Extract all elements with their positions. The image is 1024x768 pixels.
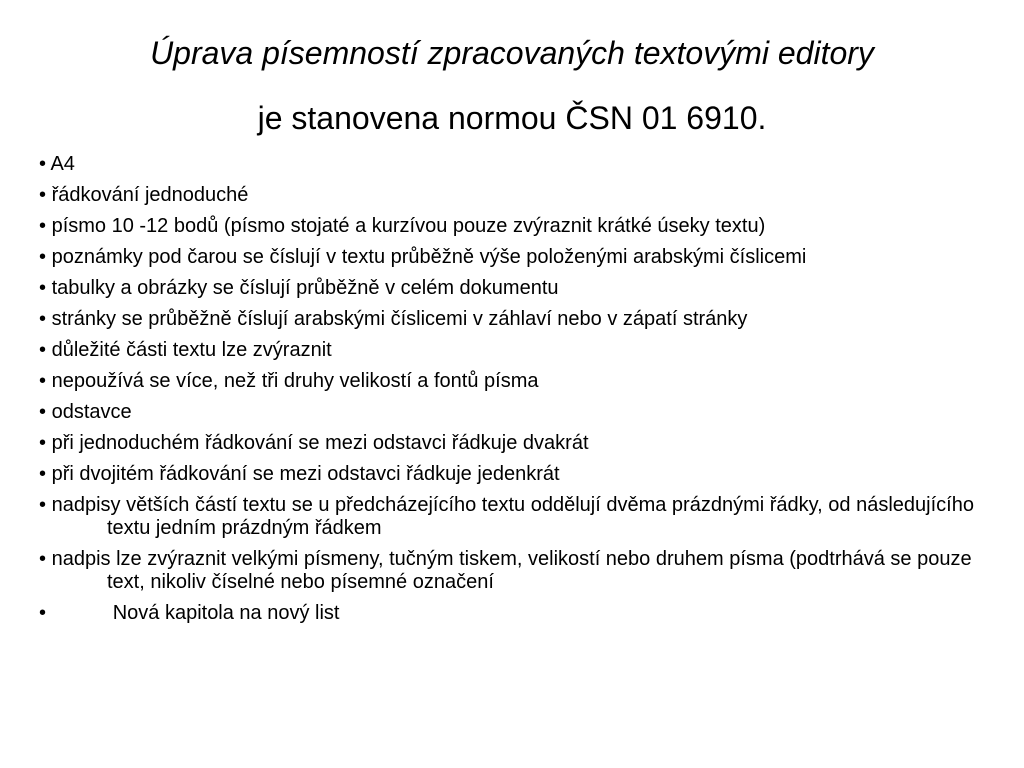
bullet-marker: • — [39, 548, 47, 570]
bullet-marker: • — [39, 246, 47, 268]
bullet-item — [39, 494, 999, 540]
bullet-marker: • — [39, 277, 47, 299]
bullet-text: nadpisy větších částí textu se u předcházejícího textu oddělují dvěma prázdnými řádky, od následujícího textu jedním prázdným řádkem — [46, 494, 974, 539]
bullet-text: při jednoduchém řádkování se mezi odstavci řádkuje dvakrát — [46, 432, 589, 454]
bullet-item — [39, 277, 999, 300]
bullet-text: A4 — [46, 153, 75, 175]
bullet-marker: • — [39, 432, 47, 454]
bullet-item — [39, 153, 999, 176]
slide-title-line-1: Úprava písemností zpracovaných textovými editory — [150, 35, 874, 71]
bullet-text: nadpis lze zvýraznit velkými písmeny, tučným tiskem, velikostí nebo druhem písma (podtrhává se pouze text, nikoliv číselné nebo písemné označení — [46, 548, 972, 593]
bullet-text: při dvojitém řádkování se mezi odstavci řádkuje jedenkrát — [46, 463, 560, 485]
slide-title-line-2: je stanovena normou ČSN 01 6910. — [257, 100, 767, 136]
bullet-text: nepoužívá se více, než tři druhy velikostí a fontů písma — [46, 370, 539, 392]
bullet-marker: • — [39, 308, 47, 330]
bullet-marker: • — [39, 463, 47, 485]
bullet-text: poznámky pod čarou se číslují v textu průběžně výše položenými arabskými číslicemi — [46, 246, 807, 268]
bullet-marker: • — [39, 339, 47, 361]
bullet-item — [39, 548, 999, 594]
bullet-marker: • — [39, 602, 47, 624]
bullet-item — [39, 215, 999, 238]
bullet-text: odstavce — [46, 401, 132, 423]
bullet-text: písmo 10 -12 bodů (písmo stojaté a kurzívou pouze zvýraznit krátké úseky textu) — [46, 215, 766, 237]
bullet-text: Nová kapitola na nový list — [46, 602, 340, 624]
bullet-text: řádkování jednoduché — [46, 184, 249, 206]
bullet-item — [39, 184, 999, 207]
bullet-text: tabulky a obrázky se číslují průběžně v celém dokumentu — [46, 277, 559, 299]
bullet-text: důležité části textu lze zvýraznit — [46, 339, 332, 361]
bullet-item — [39, 401, 999, 424]
bullet-marker: • — [39, 215, 47, 237]
bullet-item — [39, 463, 999, 486]
bullet-item — [39, 602, 999, 625]
bullet-item — [39, 308, 999, 331]
bullet-item — [39, 432, 999, 455]
bullet-item — [39, 339, 999, 362]
bullet-text: stránky se průběžně číslují arabskými číslicemi v záhlaví nebo v zápatí stránky — [46, 308, 748, 330]
bullet-marker: • — [39, 370, 47, 392]
bullet-marker: • — [39, 184, 47, 206]
bullet-marker: • — [39, 153, 47, 175]
bullet-marker: • — [39, 401, 47, 423]
bullet-item — [39, 370, 999, 393]
bullet-list — [39, 153, 999, 633]
bullet-marker: • — [39, 494, 47, 516]
bullet-item — [39, 246, 999, 269]
